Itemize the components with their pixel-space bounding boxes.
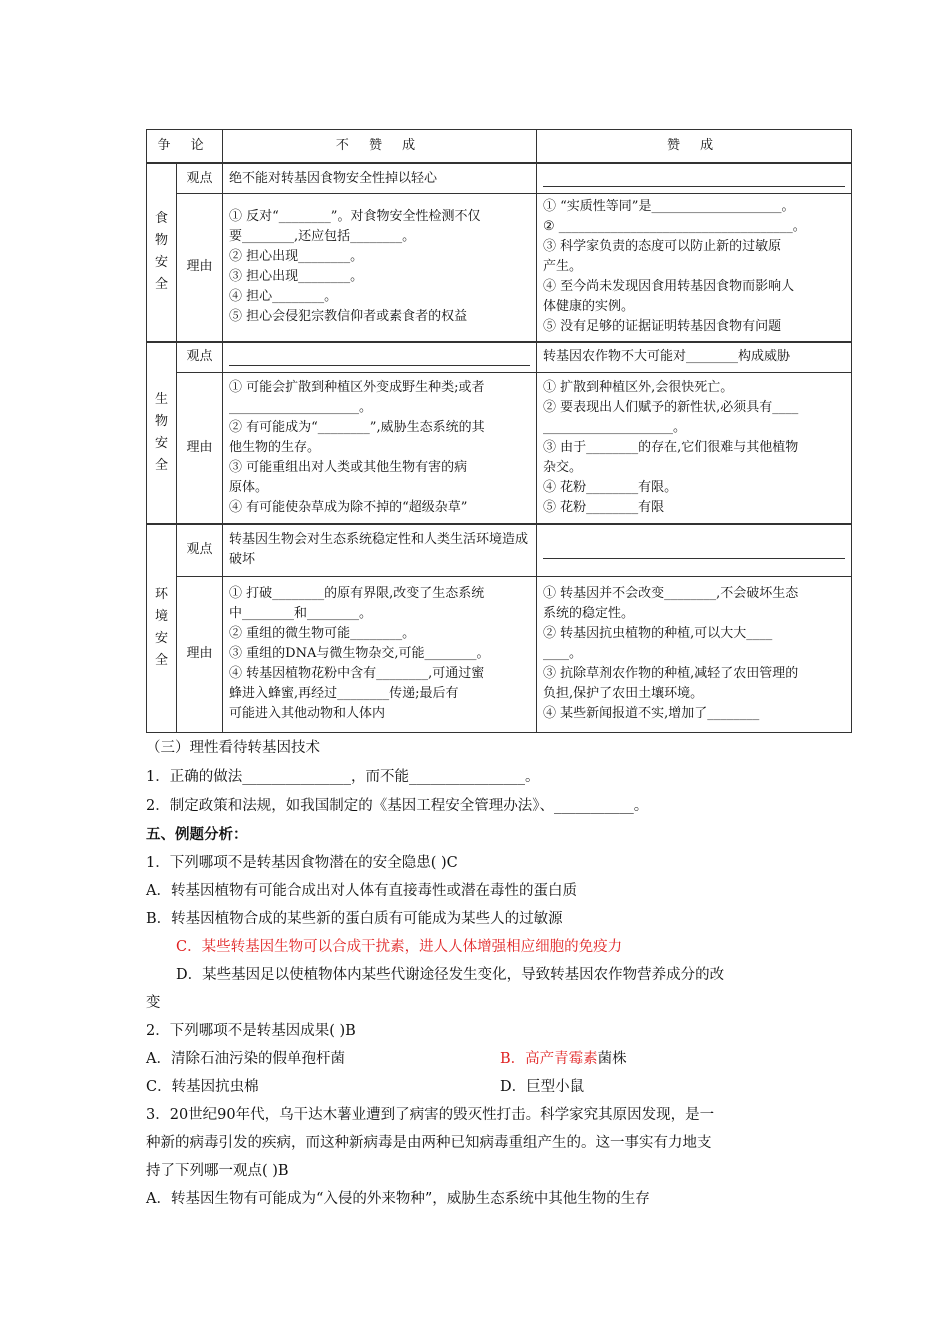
q1-option-c: C．某些转基因生物可以合成干扰素，进人人体增强相应细胞的免疫力	[176, 939, 623, 955]
q2-option-c: C．转基因抗虫棉	[146, 1079, 259, 1095]
item-1: 1．正确的做法_______________，而不能________________。	[146, 769, 540, 785]
header-against: 不 赞 成	[223, 130, 537, 164]
reason-label: 理由	[177, 372, 223, 524]
item-2: 2．制定政策和法规，如我国制定的《基因工程安全管理办法》、___________。	[146, 798, 649, 814]
section3-title: （三）理性看待转基因技术	[146, 740, 320, 756]
env-reasons-against: ① 打破________的原有界限,改变了生态系统 中________和________。 ② 重组的微生物可能________。 ③ 重组的DNA与微生物杂交,可能________。 ④ 转基因植物花粉中含有________,可通过蜜 蜂进入蜂蜜,再经过________传递;最后有 可能进入其他动物和人体内	[223, 576, 537, 732]
viewpoint-label: 观点	[177, 163, 223, 194]
category-bio-safety: 生物安全	[147, 342, 177, 525]
q1-option-b: B．转基因植物合成的某些新的蛋白质有可能成为某些人的过敏源	[146, 911, 563, 927]
category-food-safety: 食物安全	[147, 163, 177, 342]
heading-examples: 五、例题分析：	[146, 826, 248, 843]
env-viewpoint-for	[537, 524, 852, 576]
q2-stem: 2．下列哪项不是转基因成果( )B	[146, 1023, 356, 1039]
header-debate: 争 论	[147, 130, 223, 164]
viewpoint-label: 观点	[177, 342, 223, 373]
bio-viewpoint-against	[223, 342, 537, 373]
bio-viewpoint-for: 转基因农作物不大可能对________构成威胁	[537, 342, 852, 373]
q3-stem-line1: 3．20世纪90年代，乌干达木薯业遭到了病害的毁灭性打击。科学家究其原因发现，是一	[146, 1107, 715, 1123]
bio-reasons-against: ① 可能会扩散到种植区外变成野生种类;或者 ____________________。 ② 有可能成为“________”,威胁生态系统的其 他生物的生存。 ③ 可能重组出对人类或其他生物有害的病 原体。 ④ 有可能使杂草成为除不掉的“超级杂草”	[223, 372, 537, 524]
food-reasons-for: ① “实质性等同”是____________________。 ② ____________________________________。 ③ 科学家负责的态度可以防止新的过敏原 产生。 ④ 至今尚未发现因食用转基因食物而影响人 体健康的实例。 ⑤ 没有足够的证据证明转基因食物有问题	[537, 194, 852, 342]
q1-stem: 1．下列哪项不是转基因食物潜在的安全隐患( )C	[146, 855, 458, 871]
food-viewpoint-against: 绝不能对转基因食物安全性掉以轻心	[223, 163, 537, 194]
reason-label: 理由	[177, 576, 223, 732]
debate-table	[146, 129, 852, 733]
header-for: 赞 成	[537, 130, 852, 164]
viewpoint-label: 观点	[177, 524, 223, 576]
q1-option-d: D．某些基因足以使植物体内某些代谢途径发生变化，导致转基因农作物营养成分的改	[176, 967, 725, 983]
q2-option-b: B．高产青霉素菌株	[500, 1051, 627, 1067]
q3-stem-line2: 种新的病毒引发的疾病，而这种新病毒是由两种已知病毒重组产生的。这一事实有力地支	[146, 1135, 712, 1151]
q1-option-d-cont: 变	[146, 995, 161, 1011]
env-reasons-for: ① 转基因并不会改变________,不会破坏生态 系统的稳定性。 ② 转基因抗虫植物的种植,可以大大____ ____。 ③ 抗除草剂农作物的种植,减轻了农田管理的 负担,保护了农田土壤环境。 ④ 某些新闻报道不实,增加了________	[537, 576, 852, 732]
q2-option-d: D．巨型小鼠	[500, 1079, 585, 1095]
env-viewpoint-against: 转基因生物会对生态系统稳定性和人类生活环境造成破坏	[223, 524, 537, 576]
reason-label: 理由	[177, 194, 223, 342]
q1-option-a: A．转基因植物有可能合成出对人体有直接毒性或潜在毒性的蛋白质	[146, 883, 577, 899]
category-env-safety: 环境安全	[147, 524, 177, 732]
food-viewpoint-for	[537, 163, 852, 194]
q3-stem-line3: 持了下列哪一观点( )B	[146, 1163, 289, 1179]
bio-reasons-for: ① 扩散到种植区外,会很快死亡。 ② 要表现出人们赋予的新性状,必须具有____ ____________________。 ③ 由于________的存在,它们很难与其他植物 杂交。 ④ 花粉________有限。 ⑤ 花粉________有限	[537, 372, 852, 524]
q2-option-a: A．清除石油污染的假单孢杆菌	[146, 1051, 345, 1067]
q3-option-a: A．转基因生物有可能成为“入侵的外来物种”，威胁生态系统中其他生物的生存	[146, 1191, 650, 1207]
food-reasons-against: ① 反对“________”。对食物安全性检测不仅 要________,还应包括________。 ② 担心出现________。 ③ 担心出现________。 ④ 担心________。 ⑤ 担心会侵犯宗教信仰者或素食者的权益	[223, 194, 537, 342]
